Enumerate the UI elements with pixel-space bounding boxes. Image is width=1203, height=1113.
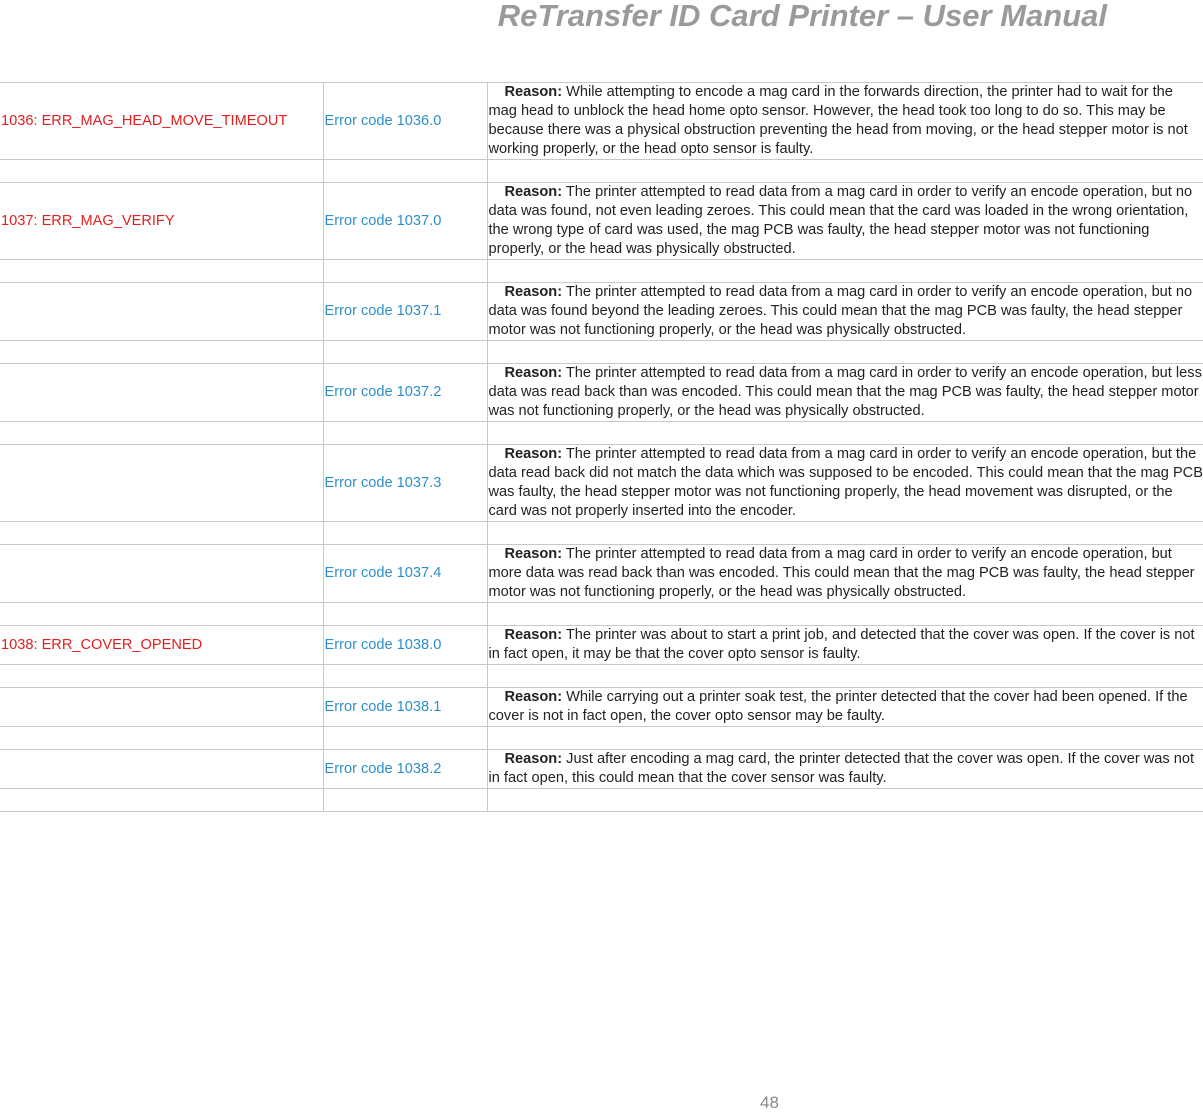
reason-label: Reason:	[504, 546, 563, 562]
spacer-cell	[487, 160, 1203, 183]
error-code-table	[0, 82, 1203, 812]
spacer-cell	[487, 522, 1203, 545]
spacer-cell	[323, 422, 487, 445]
error-reason-cell	[487, 283, 1203, 341]
spacer-cell	[0, 789, 323, 812]
spacer-cell	[323, 789, 487, 812]
reason-text: Just after encoding a mag card, the printer detected that the cover was open. If the cover was not in fact open, this could mean that the cover sensor was faulty.	[488, 751, 1195, 786]
reason-label: Reason:	[504, 627, 563, 643]
table-row	[0, 626, 1203, 665]
spacer-cell	[0, 422, 323, 445]
spacer-cell	[323, 522, 487, 545]
table-row	[0, 445, 1203, 522]
table-row	[0, 83, 1203, 160]
error-reason-cell	[487, 364, 1203, 422]
reason-text: The printer was about to start a print job, and detected that the cover was open. If the cover is not in fact open, it may be that the cover opto sensor is faulty.	[488, 627, 1195, 662]
spacer-cell	[0, 603, 323, 626]
spacer-cell	[487, 260, 1203, 283]
error-reason-cell	[487, 83, 1203, 160]
error-name: 1038: ERR_COVER_OPENED	[0, 626, 323, 665]
spacer-row	[0, 522, 1203, 545]
reason-text: The printer attempted to read data from a mag card in order to verify an encode operation, but no data was found, not even leading zeroes. This could mean that the card was loaded in the wrong orientation, the wrong type of card was used, the mag PCB was faulty, the head stepper motor was not functioning properly, or the head was physically obstructed.	[488, 184, 1193, 257]
spacer-cell	[0, 665, 323, 688]
reason-text: The printer attempted to read data from a mag card in order to verify an encode operation, but less data was read back than was encoded. This could mean that the mag PCB was faulty, the head stepper motor was not functioning properly, or the head was physically obstructed.	[488, 365, 1202, 419]
table-row	[0, 364, 1203, 422]
reason-label: Reason:	[504, 446, 563, 462]
reason-label: Reason:	[504, 751, 563, 767]
page-number: 48	[760, 1093, 779, 1112]
spacer-row	[0, 603, 1203, 626]
spacer-cell	[487, 665, 1203, 688]
spacer-row	[0, 727, 1203, 750]
spacer-cell	[487, 341, 1203, 364]
reason-label: Reason:	[504, 365, 563, 381]
error-code: Error code 1036.0	[323, 83, 487, 160]
reason-label: Reason:	[504, 84, 563, 100]
reason-text: While attempting to encode a mag card in the forwards direction, the printer had to wait for the mag head to unblock the head home opto sensor. However, the head took too long to do so. This may be because there was a physical obstruction preventing the head from moving, or the head stepper motor is not working properly, or the head opto sensor is faulty.	[488, 84, 1188, 157]
error-name	[0, 283, 323, 341]
spacer-cell	[323, 603, 487, 626]
error-name	[0, 364, 323, 422]
spacer-row	[0, 160, 1203, 183]
reason-text: The printer attempted to read data from a mag card in order to verify an encode operation, but the data read back did not match the data which was supposed to be encoded. This could mean that the mag PCB was faulty, the head stepper motor was not functioning properly, the head movement was disrupted, or the card was not properly inserted into the encoder.	[488, 446, 1203, 519]
page-title: ReTransfer ID Card Printer – User Manual	[497, 0, 1107, 33]
spacer-row	[0, 665, 1203, 688]
error-reason-cell	[487, 183, 1203, 260]
error-code: Error code 1038.0	[323, 626, 487, 665]
spacer-cell	[323, 341, 487, 364]
error-name	[0, 545, 323, 603]
spacer-cell	[487, 727, 1203, 750]
spacer-cell	[0, 160, 323, 183]
error-code: Error code 1037.0	[323, 183, 487, 260]
spacer-row	[0, 341, 1203, 364]
reason-label: Reason:	[504, 689, 563, 705]
error-name	[0, 750, 323, 789]
spacer-cell	[323, 727, 487, 750]
spacer-row	[0, 422, 1203, 445]
error-name	[0, 445, 323, 522]
table-row	[0, 688, 1203, 727]
error-code: Error code 1037.1	[323, 283, 487, 341]
error-reason-cell	[487, 626, 1203, 665]
error-name: 1037: ERR_MAG_VERIFY	[0, 183, 323, 260]
reason-text: The printer attempted to read data from a mag card in order to verify an encode operation, but no data was found beyond the leading zeroes. This could mean that the mag PCB was faulty, the head stepper motor was not functioning properly, or the head was physically obstructed.	[488, 284, 1193, 338]
error-name: 1036: ERR_MAG_HEAD_MOVE_TIMEOUT	[0, 83, 323, 160]
spacer-row	[0, 260, 1203, 283]
error-code: Error code 1037.3	[323, 445, 487, 522]
error-reason-cell	[487, 445, 1203, 522]
spacer-cell	[323, 260, 487, 283]
reason-text: The printer attempted to read data from a mag card in order to verify an encode operation, but more data was read back than was encoded. This could mean that the mag PCB was faulty, the head stepper motor was not functioning properly, or the head was physically obstructed.	[488, 546, 1195, 600]
spacer-cell	[323, 665, 487, 688]
spacer-cell	[0, 341, 323, 364]
spacer-cell	[323, 160, 487, 183]
reason-text: While carrying out a printer soak test, the printer detected that the cover had been opened. If the cover is not in fact open, the cover opto sensor may be faulty.	[488, 689, 1188, 724]
error-code: Error code 1037.2	[323, 364, 487, 422]
table-row	[0, 750, 1203, 789]
spacer-cell	[0, 260, 323, 283]
error-reason-cell	[487, 688, 1203, 727]
error-code: Error code 1038.2	[323, 750, 487, 789]
error-reason-cell	[487, 545, 1203, 603]
spacer-cell	[0, 522, 323, 545]
error-reason-cell	[487, 750, 1203, 789]
spacer-cell	[0, 727, 323, 750]
error-code: Error code 1038.1	[323, 688, 487, 727]
reason-label: Reason:	[504, 284, 563, 300]
spacer-cell	[487, 422, 1203, 445]
error-name	[0, 688, 323, 727]
table-row	[0, 545, 1203, 603]
table-row	[0, 283, 1203, 341]
spacer-cell	[487, 789, 1203, 812]
error-code: Error code 1037.4	[323, 545, 487, 603]
reason-label: Reason:	[504, 184, 563, 200]
spacer-row	[0, 789, 1203, 812]
table-row	[0, 183, 1203, 260]
spacer-cell	[487, 603, 1203, 626]
